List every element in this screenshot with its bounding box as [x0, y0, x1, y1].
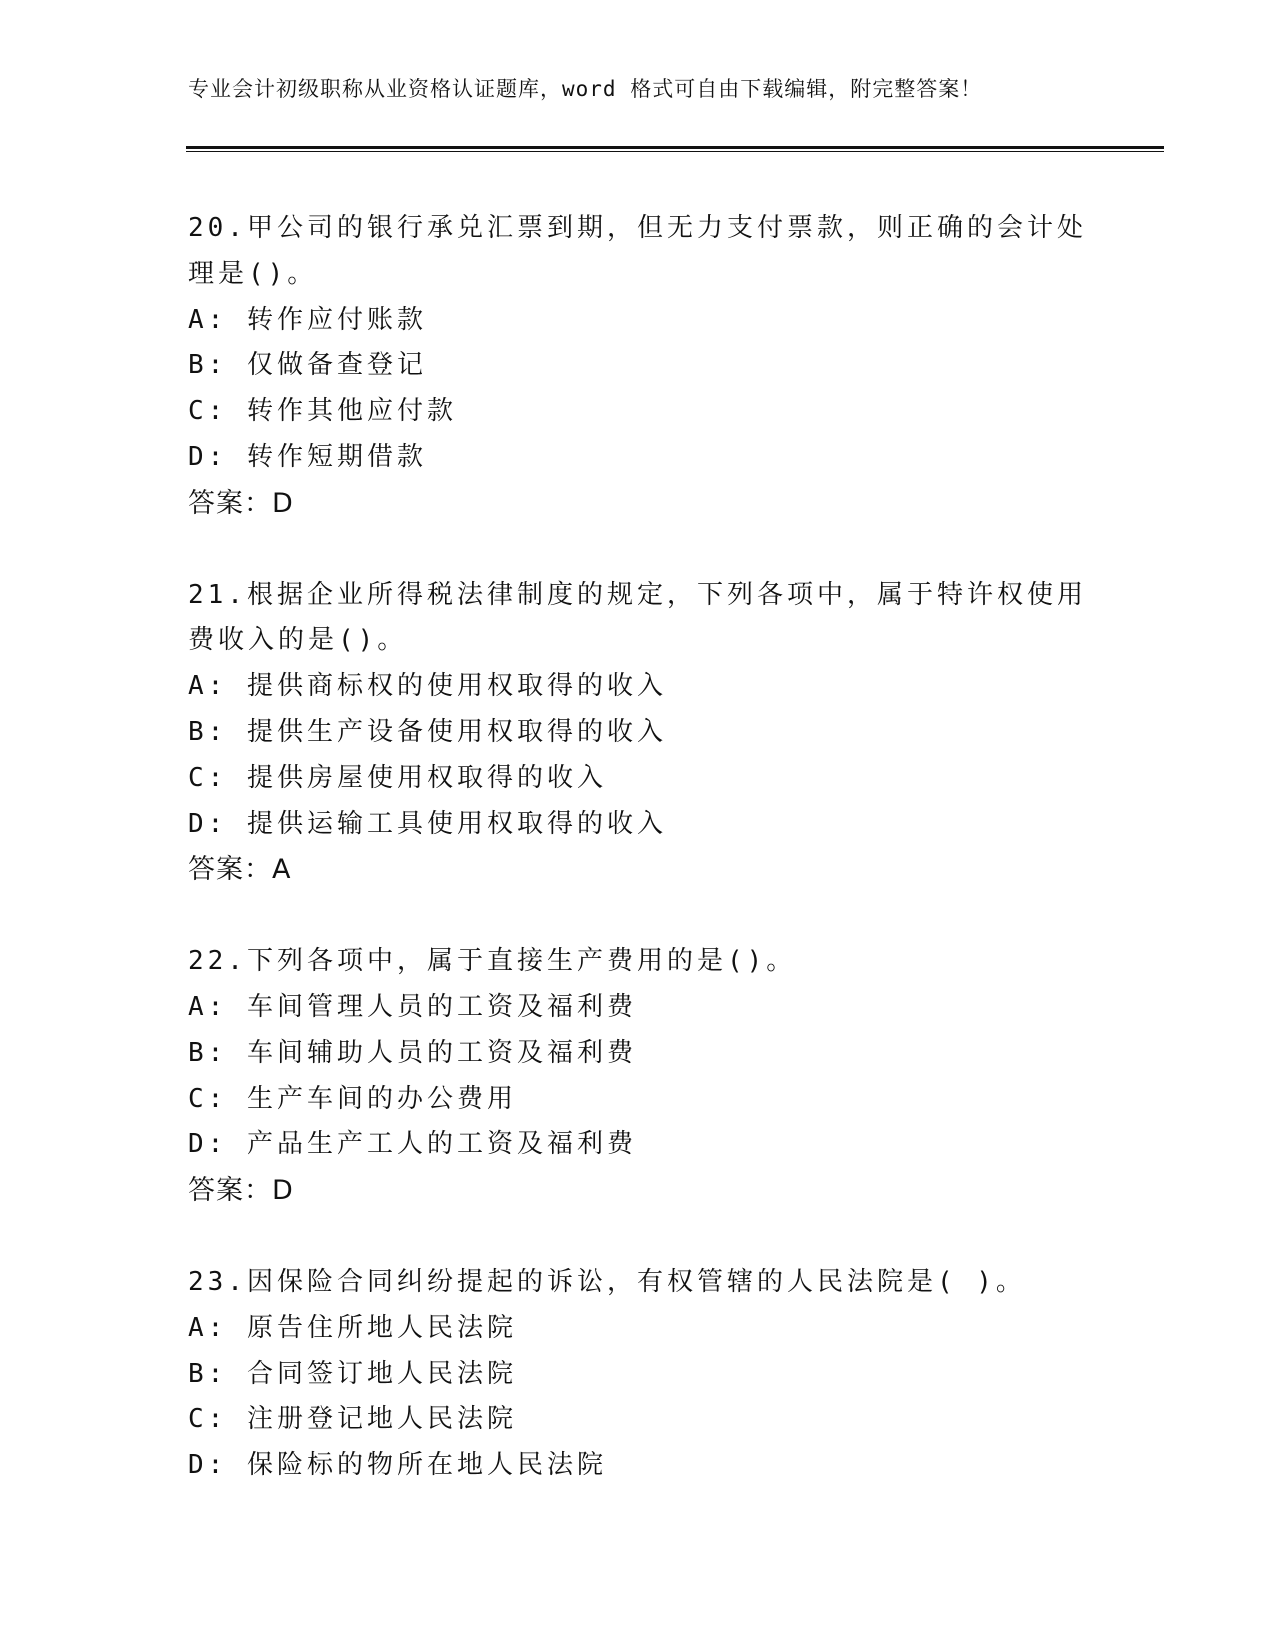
option-a: A: 转作应付账款 — [188, 304, 427, 335]
answer-label: 答案：D — [188, 487, 294, 519]
option-d: D: 提供运输工具使用权取得的收入 — [188, 808, 667, 839]
question-20 — [188, 206, 1088, 527]
question-23 — [188, 1260, 1088, 1489]
question-stem: 21.根据企业所得税法律制度的规定，下列各项中，属于特许权使用费收入的是()。 — [188, 579, 1087, 656]
option-c: C: 生产车间的办公费用 — [188, 1083, 517, 1114]
option-d: D: 转作短期借款 — [188, 441, 427, 472]
option-c: C: 转作其他应付款 — [188, 396, 457, 427]
header-divider-thick — [186, 146, 1164, 149]
question-21 — [188, 573, 1088, 894]
option-b: B: 提供生产设备使用权取得的收入 — [188, 716, 667, 747]
option-a: A: 车间管理人员的工资及福利费 — [188, 991, 637, 1022]
option-c: C: 提供房屋使用权取得的收入 — [188, 762, 607, 793]
question-stem: 22.下列各项中，属于直接生产费用的是()。 — [188, 946, 797, 977]
option-a: A: 原告住所地人民法院 — [188, 1312, 517, 1343]
answer-label: 答案：A — [188, 854, 292, 886]
question-stem: 23.因保险合同纠纷提起的诉讼，有权管辖的人民法院是( )。 — [188, 1266, 1026, 1297]
answer-label: 答案：D — [188, 1175, 294, 1207]
option-b: B: 车间辅助人员的工资及福利费 — [188, 1037, 637, 1068]
option-c: C: 注册登记地人民法院 — [188, 1404, 517, 1435]
question-stem: 20.甲公司的银行承兑汇票到期，但无力支付票款，则正确的会计处理是()。 — [188, 213, 1087, 289]
question-22 — [188, 939, 1088, 1214]
option-a: A: 提供商标权的使用权取得的收入 — [188, 671, 667, 702]
header-divider-thin — [186, 151, 1164, 152]
option-b: B: 仅做备查登记 — [188, 350, 427, 381]
option-d: D: 保险标的物所在地人民法院 — [188, 1450, 607, 1481]
question-list — [188, 206, 1088, 1535]
option-b: B: 合同签订地人民法院 — [188, 1358, 517, 1389]
option-d: D: 产品生产工人的工资及福利费 — [188, 1129, 637, 1160]
page-header: 专业会计初级职称从业资格认证题库，word 格式可自由下载编辑，附完整答案！ — [188, 77, 983, 101]
